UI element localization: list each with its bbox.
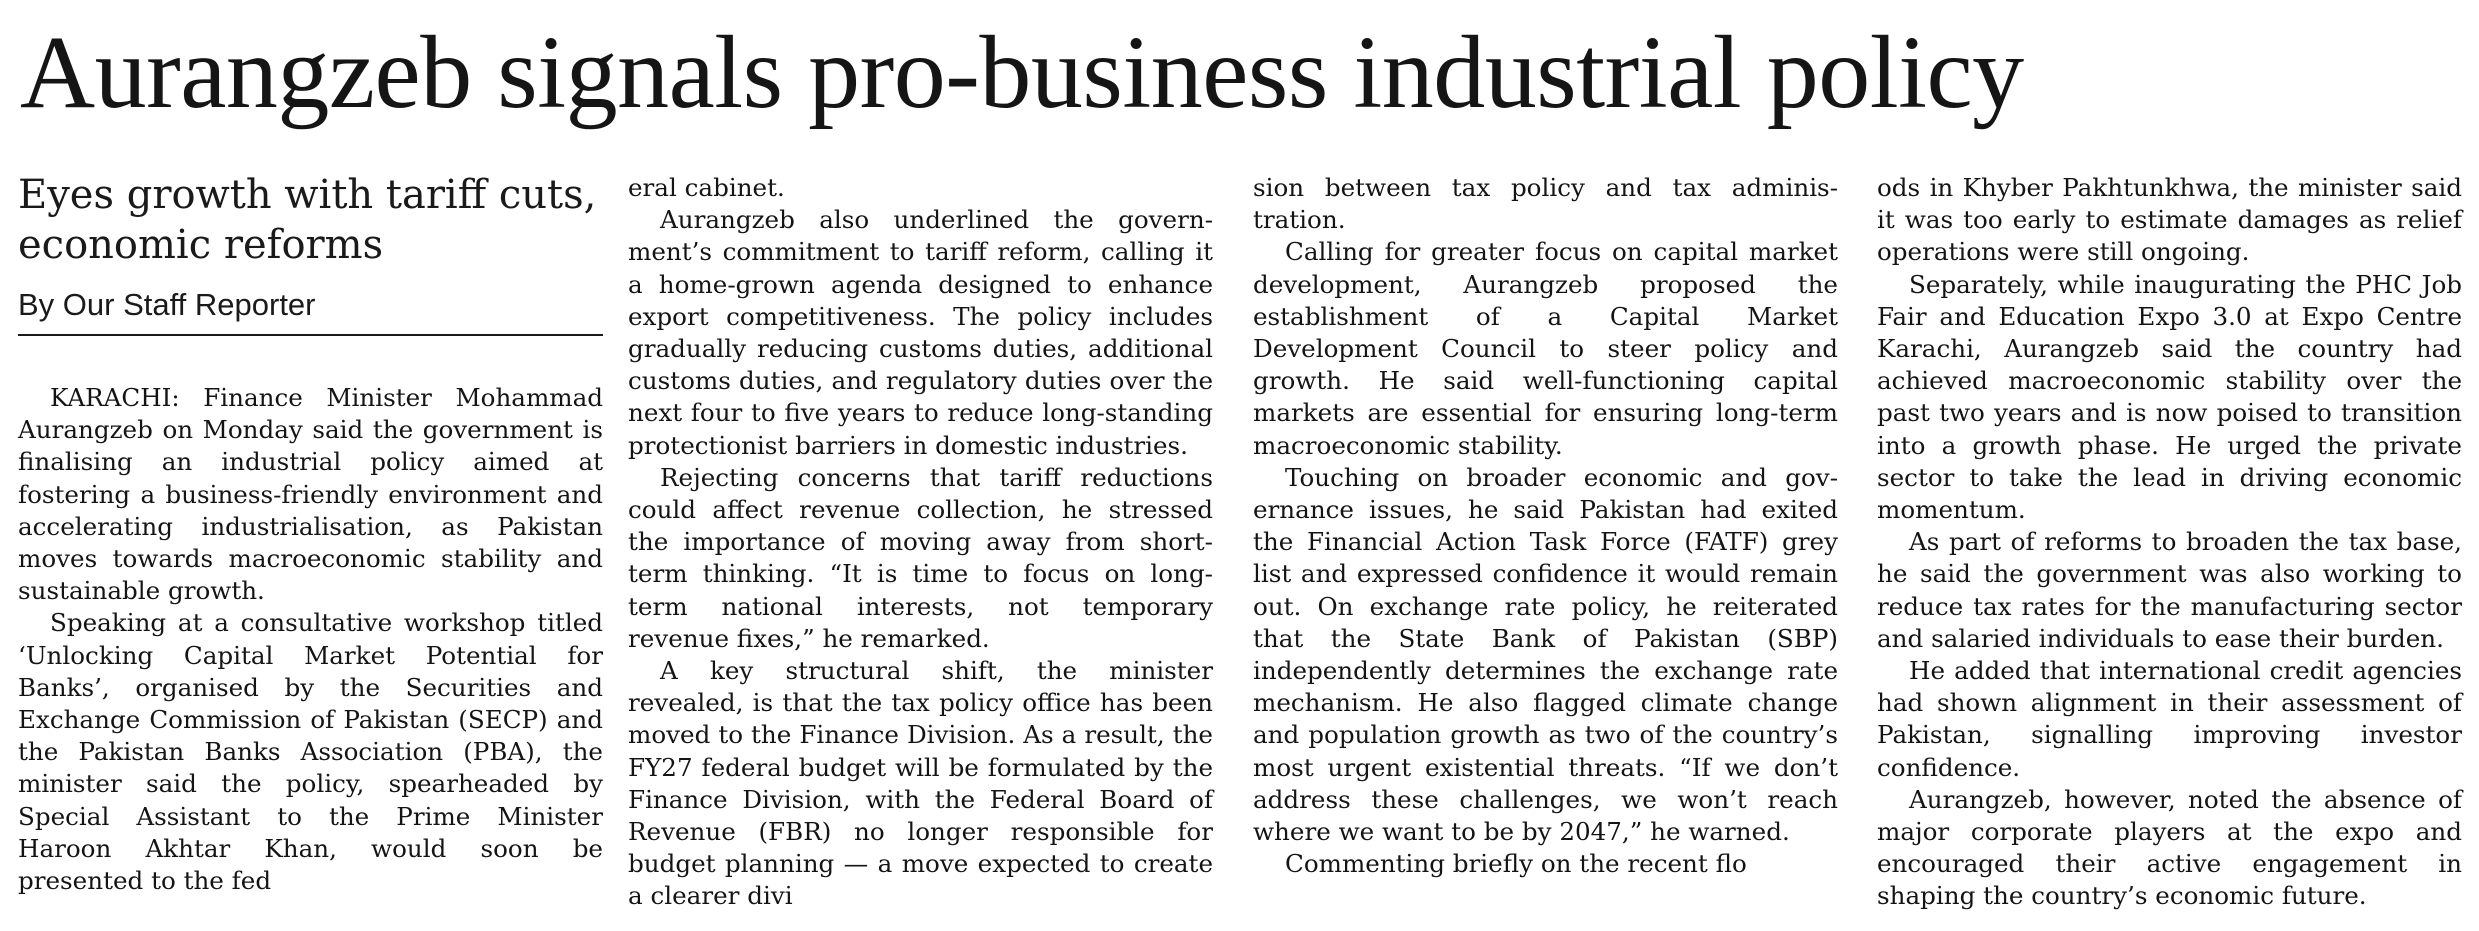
article-paragraph: Aurangzeb, however, noted the absence of major corporate players at the expo and encouraged their active engagement in shaping the country’s economic future. <box>1877 784 2462 911</box>
article-paragraph: eral cabinet. <box>628 173 785 202</box>
deck: Eyes growth with tariff cuts, economic reforms <box>18 172 597 268</box>
article-paragraph: Touching on broader economic and governance issues, he said Pakistan had exited the Financial Action Task Force (FATF) grey list and expressed confidence it would remain out. On exchange rate policy, he reiterated that the State Bank of Pakistan (SBP) independently determines the exchange rate mechanism. He also flagged climate change and population growth as two of the country’s most urgent existential threats. “If we don’t address these challenges, we won’t reach where we want to be by 2047,” he warned. <box>1253 462 1838 847</box>
byline: By Our Staff Reporter <box>18 287 316 322</box>
article-paragraph: sion between tax policy and tax administration. <box>1253 173 1838 235</box>
article-column-1 <box>18 170 603 897</box>
article-paragraph: Separately, while inaugurating the PHC Job Fair and Education Expo 3.0 at Expo Centre Karachi, Aurangzeb said the country had achieved macroeconomic stability over the past two years and is now poised to transition into a growth phase. He urged the private sector to take the lead in driving economic momentum. <box>1877 269 2462 525</box>
article-paragraph: ods in Khyber Pakhtunkhwa, the minister said it was too early to estimate damages as relief operations were still ongoing. <box>1877 173 2462 267</box>
article-paragraph: Calling for greater focus on capital market development, Aurangzeb proposed the establishment of a Capital Market Development Council to steer policy and growth. He said well-functioning capital markets are essential for ensuring long-term macroeconomic stability. <box>1253 237 1838 460</box>
article-paragraph: Rejecting concerns that tariff reductions could affect revenue collection, he stressed the importance of moving away from short-term thinking. “It is time to focus on long-term national interests, not temporary revenue fixes,” he remarked. <box>628 462 1213 653</box>
article-paragraph: KARACHI: Finance Minister Mohammad Aurangzeb on Monday said the government is finalising an industrial policy aimed at fostering a business-friendly environment and accelerating industrialisation, as Pakistan moves towards macroeconomic stability and sustainable growth. <box>18 383 603 606</box>
article-column-2 <box>628 172 1213 913</box>
byline-rule <box>18 334 603 336</box>
article-paragraph: Commenting briefly on the recent flo <box>1285 849 1747 879</box>
article-paragraph: A key structural shift, the minister revealed, is that the tax policy office has been moved to the Finance Division. As a result, the FY27 federal budget will be formulated by the Finance Division, with the Federal Board of Revenue (FBR) no longer responsible for budget planning — a move expected to create a clearer divi <box>628 656 1213 911</box>
article-column-3 <box>1253 172 1838 880</box>
article-column-4 <box>1877 172 2462 913</box>
article-paragraph: As part of reforms to broaden the tax base, he said the government was also working to reduce tax rates for the manufacturing sector and salaried individuals to ease their burden. <box>1877 527 2462 653</box>
article-paragraph: Aurangzeb also underlined the government’s commitment to tariff reform, calling it a home-grown agenda designed to enhance export competitiveness. The policy includes gradually reducing customs duties, additional customs duties, and regulatory duties over the next four to five years to reduce long-standing protectionist barriers in domestic industries. <box>628 205 1213 460</box>
article-paragraph: He added that international credit agencies had shown alignment in their assessment of Pakistan, signalling improving investor confidence. <box>1877 656 2462 782</box>
headline: Aurangzeb signals pro-business industrial policy <box>20 15 2024 130</box>
article-paragraph: Speaking at a consultative workshop titled ‘Unlocking Capital Market Potential for Banks’, organised by the Securities and Exchange Commission of Pakistan (SECP) and the Pakistan Banks Association (PBA), the minister said the policy, spearheaded by Special Assistant to the Prime Minister Haroon Akhtar Khan, would soon be presented to the fed <box>18 608 603 896</box>
